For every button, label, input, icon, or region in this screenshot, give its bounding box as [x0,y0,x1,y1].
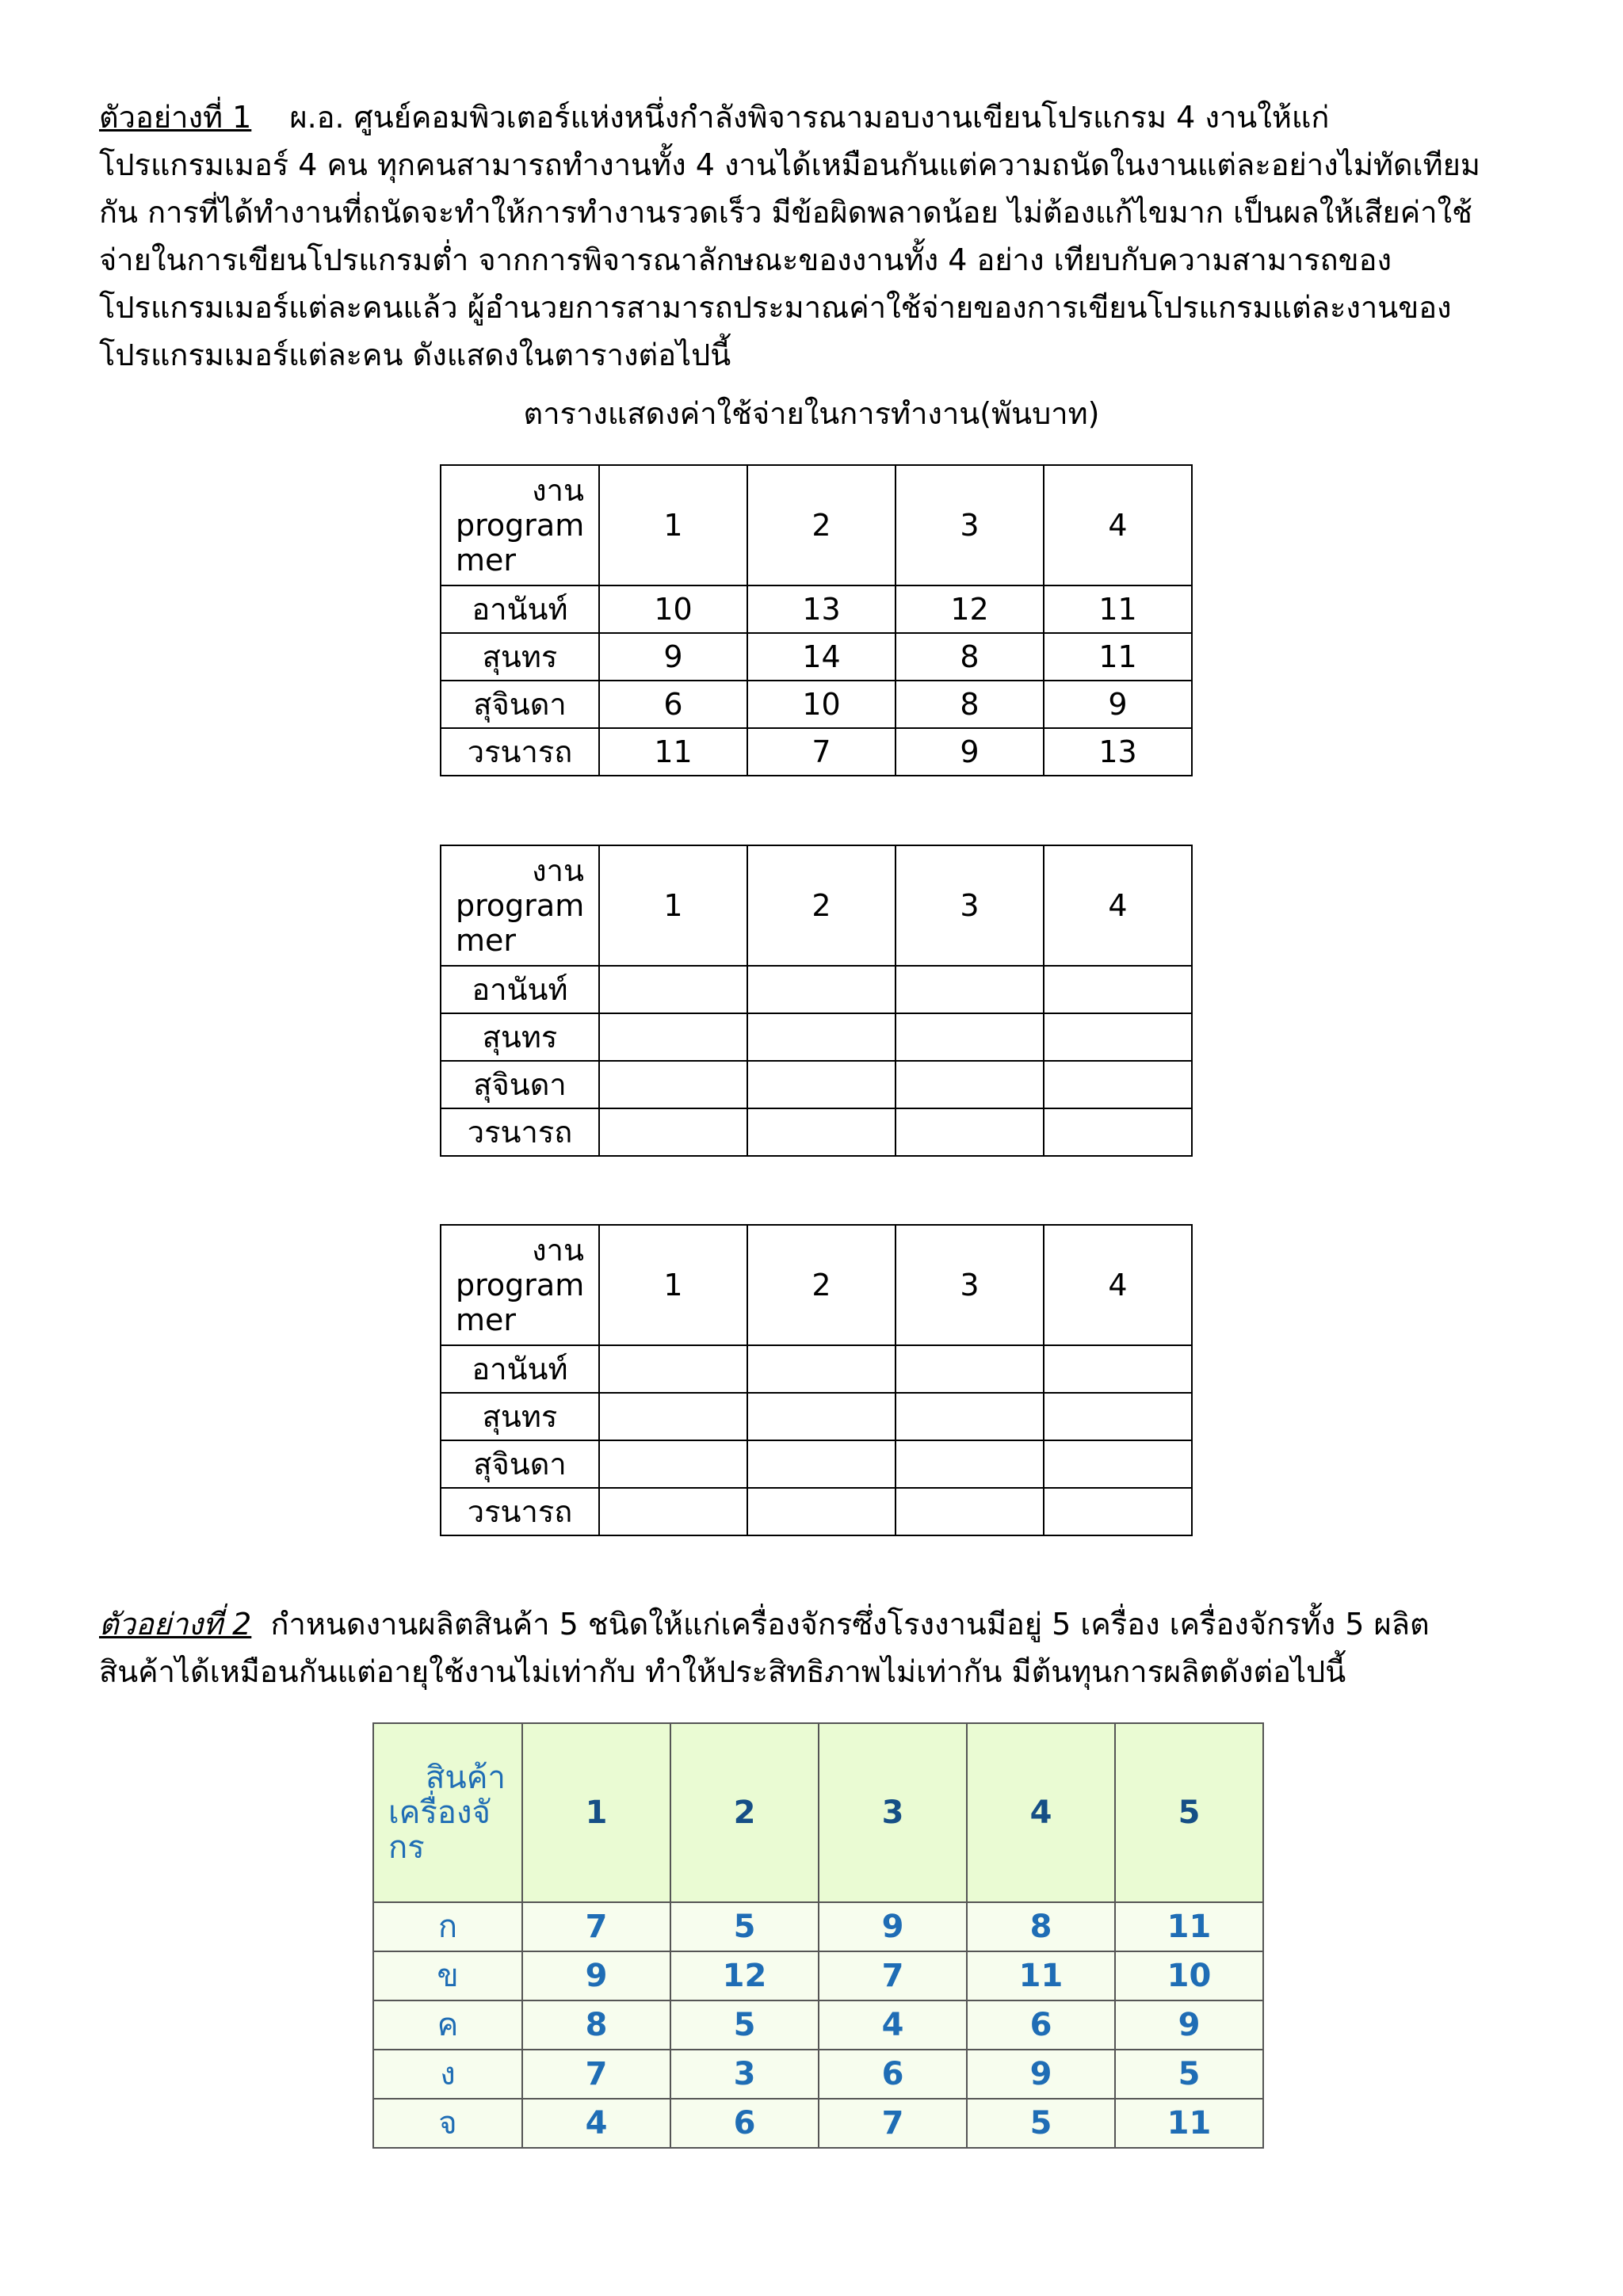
empty-cell [896,1345,1044,1393]
table-row [441,585,1192,633]
example1-line: จ่ายในการเขียนโปรแกรมต่ำ จากการพิจารณาลักษณะของงานทั้ง 4 อย่าง เทียบกับความสามารถของ [99,242,1392,277]
row-label: สุจินดา [441,681,599,728]
column-header: 2 [747,845,896,966]
table-row [441,1345,1192,1393]
empty-cell [747,1393,896,1440]
column-header: 4 [1044,845,1192,966]
column-header: 3 [896,465,1044,585]
example1-line: โปรแกรมเมอร์แต่ละคน ดังแสดงในตารางต่อไปนี้ [99,338,731,372]
corner-header-cell: งาน program mer [441,1225,599,1345]
empty-cell [599,1440,747,1488]
empty-cell [747,966,896,1013]
empty-cell [896,1393,1044,1440]
table-cell: 8 [896,633,1044,681]
empty-cell [599,1108,747,1156]
column-header: 4 [967,1723,1115,1902]
empty-cell [896,1440,1044,1488]
row-label: สุนทร [441,633,599,681]
table-row [441,1061,1192,1108]
row-label: สุนทร [441,1013,599,1061]
empty-cell [1044,1061,1192,1108]
row-label: ค [373,2000,522,2050]
column-header: 4 [1044,465,1192,585]
table-cell: 7 [522,1902,670,1951]
table-cell: 5 [1115,2050,1263,2099]
row-label: ก [373,1902,522,1951]
example1-paragraph [99,93,1533,379]
table-cell: 11 [1044,633,1192,681]
row-label: อานันท์ [441,966,599,1013]
row-label: สุนทร [441,1393,599,1440]
table-row [441,1440,1192,1488]
column-header: 2 [670,1723,819,1902]
empty-cell [1044,1013,1192,1061]
empty-cell [599,966,747,1013]
row-label: จ [373,2099,522,2148]
empty-cell [747,1440,896,1488]
example1-label: ตัวอย่างที่ 1 [99,100,252,135]
row-label: ข [373,1951,522,2000]
table-row [441,633,1192,681]
column-header: 1 [522,1723,670,1902]
table-cell: 8 [967,1902,1115,1951]
table-cell: 4 [522,2099,670,2148]
row-label: อานันท์ [441,1345,599,1393]
table-cell: 9 [1044,681,1192,728]
table-cell: 7 [522,2050,670,2099]
table-cell: 13 [1044,728,1192,776]
empty-cell [747,1013,896,1061]
corner-header-cell: งาน program mer [441,845,599,966]
table-row [441,1488,1192,1535]
row-label: ง [373,2050,522,2099]
table-cell: 9 [896,728,1044,776]
column-header: 3 [819,1723,967,1902]
table-cell: 7 [747,728,896,776]
column-header: 3 [896,845,1044,966]
table-cell: 7 [819,2099,967,2148]
table-cell: 11 [1115,1902,1263,1951]
column-header: 1 [599,465,747,585]
table-row [441,966,1192,1013]
table-cell: 11 [1044,585,1192,633]
example1-line: ตัวอย่างที่ 1 ผ.อ. ศูนย์คอมพิวเตอร์แห่งหนึ่งกำลังพิจารณามอบงานเขียนโปรแกรม 4 งานให้แก่ [99,100,1330,135]
example2-line: ตัวอย่างที่ 2 กำหนดงานผลิตสินค้า 5 ชนิดให้แก่เครื่องจักรซึ่งโรงงานมีอยู่ 5 เครื่อง เครื่องจักรทั้ง 5 ผลิต [99,1607,1430,1642]
cost-table [440,464,1193,776]
table-cell: 10 [599,585,747,633]
table-row [441,1393,1192,1440]
empty-cell [599,1345,747,1393]
production-cost-table [372,1722,1264,2149]
table-header-row [373,1723,1263,1902]
table-cell: 3 [670,2050,819,2099]
example1-line: โปรแกรมเมอร์ 4 คน ทุกคนสามารถทำงานทั้ง 4 งานได้เหมือนกันแต่ความถนัดในงานแต่ละอย่างไม่ทัดเทียม [99,147,1480,182]
table-cell: 8 [896,681,1044,728]
table-cell: 13 [747,585,896,633]
table-header-row [441,1225,1192,1345]
empty-cell [599,1393,747,1440]
blank-table-2 [440,1224,1193,1536]
empty-cell [896,1488,1044,1535]
table-cell: 12 [670,1951,819,2000]
table-cell: 6 [819,2050,967,2099]
example2-label: ตัวอย่างที่ 2 [99,1607,252,1642]
table-row [373,2050,1263,2099]
column-header: 5 [1115,1723,1263,1902]
table-cell: 6 [599,681,747,728]
table-cell: 5 [967,2099,1115,2148]
empty-cell [599,1013,747,1061]
empty-cell [896,1061,1044,1108]
empty-cell [747,1061,896,1108]
empty-cell [1044,1440,1192,1488]
table-row [373,1902,1263,1951]
table-header-row [441,845,1192,966]
table-cell: 7 [819,1951,967,2000]
table-cell: 8 [522,2000,670,2050]
table-cell: 9 [599,633,747,681]
table-cell: 9 [967,2050,1115,2099]
empty-cell [1044,1393,1192,1440]
table-cell: 6 [670,2099,819,2148]
example2-paragraph [99,1600,1533,1695]
row-label: อานันท์ [441,585,599,633]
table-row [441,681,1192,728]
empty-cell [1044,1488,1192,1535]
table-cell: 9 [522,1951,670,2000]
table-cell: 9 [819,1902,967,1951]
table-row [441,1013,1192,1061]
table-cell: 10 [747,681,896,728]
column-header: 2 [747,465,896,585]
example1-line: โปรแกรมเมอร์แต่ละคนแล้ว ผู้อำนวยการสามารถประมาณค่าใช้จ่ายของการเขียนโปรแกรมแต่ละงานของ [99,290,1452,325]
table-cell: 6 [967,2000,1115,2050]
column-header: 2 [747,1225,896,1345]
table-cell: 5 [670,1902,819,1951]
table-cell: 11 [967,1951,1115,2000]
corner-header-cell: สินค้า เครื่องจั กร [373,1723,522,1902]
column-header: 4 [1044,1225,1192,1345]
table-cell: 12 [896,585,1044,633]
table-cell: 10 [1115,1951,1263,2000]
empty-cell [1044,1345,1192,1393]
table-row [441,1108,1192,1156]
empty-cell [896,1013,1044,1061]
empty-cell [747,1488,896,1535]
column-header: 1 [599,845,747,966]
table-row [373,2000,1263,2050]
empty-cell [599,1488,747,1535]
empty-cell [896,1108,1044,1156]
row-label: วรนารถ [441,1108,599,1156]
empty-cell [747,1345,896,1393]
row-label: วรนารถ [441,1488,599,1535]
corner-header-cell: งาน program mer [441,465,599,585]
row-label: สุจินดา [441,1440,599,1488]
table-cell: 5 [670,2000,819,2050]
table-cell: 11 [1115,2099,1263,2148]
table-cell: 9 [1115,2000,1263,2050]
table-cell: 14 [747,633,896,681]
table-cell: 4 [819,2000,967,2050]
row-label: วรนารถ [441,728,599,776]
table-cell: 11 [599,728,747,776]
table-caption: ตารางแสดงค่าใช้จ่ายในการทำงาน(พันบาท) [523,396,1100,431]
table-row [441,728,1192,776]
column-header: 3 [896,1225,1044,1345]
row-label: สุจินดา [441,1061,599,1108]
example2-line: สินค้าได้เหมือนกันแต่อายุใช้งานไม่เท่ากับ ทำให้ประสิทธิภาพไม่เท่ากัน มีต้นทุนการผลิตดังต่อไปนี้ [99,1654,1346,1689]
table-row [373,2099,1263,2148]
empty-cell [896,966,1044,1013]
empty-cell [1044,1108,1192,1156]
empty-cell [599,1061,747,1108]
table-row [373,1951,1263,2000]
example1-line: กัน การที่ได้ทำงานที่ถนัดจะทำให้การทำงานรวดเร็ว มีข้อผิดพลาดน้อย ไม่ต้องแก้ไขมาก เป็นผลให้เสียค่าใช้ [99,195,1472,230]
empty-cell [1044,966,1192,1013]
empty-cell [747,1108,896,1156]
blank-table-1 [440,845,1193,1157]
column-header: 1 [599,1225,747,1345]
table-header-row [441,465,1192,585]
